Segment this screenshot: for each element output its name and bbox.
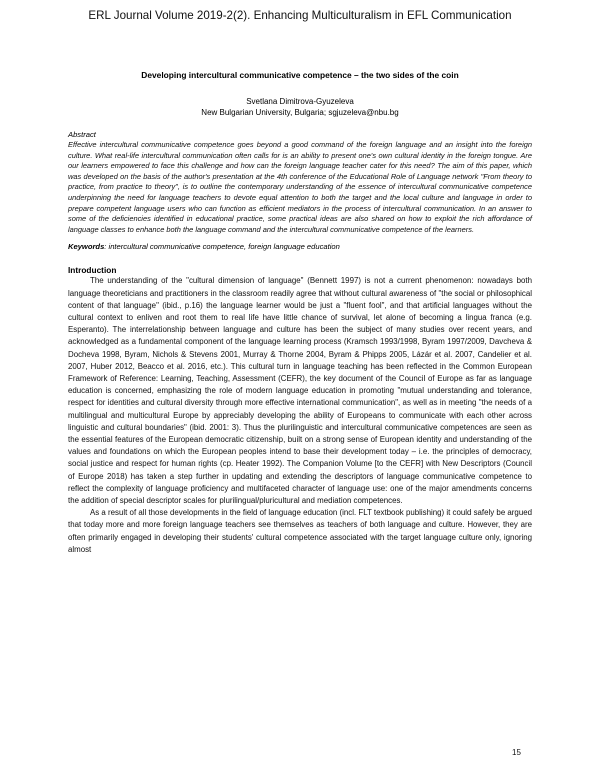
abstract-heading: Abstract bbox=[68, 130, 96, 139]
article-title: Developing intercultural communicative competence – the two sides of the coin bbox=[141, 70, 459, 80]
page-number: 15 bbox=[512, 748, 521, 757]
intro-paragraph-1: The understanding of the "cultural dimension of language" (Bennett 1997) is not a current phenomenon: nowadays both language theoreticians and practitioners in the classroom readily agree that without cultural awareness of "the social or philosophical content of that language" (ibid., p.16) the language learner would be just a "fluent fool", and that artificial languages without the cultural context to enliven and root them to real life have little chance of survival, let alone of becoming a lingua franca (e.g. Esperanto). The interrelationship between language and culture has been the subject of many studies over recent years, and acknowledged as a fundamental component of the language learning process (Kramsch 1993/1998, Byram 1997/2009, Davcheva & Docheva 1998, Byram, Nichols & Stevens 2001, Murray & Thorne 2004, Byram & Phipps 2005, Lázár et al. 2007, Candelier et al. 2007, Huber 2012, Beacco et al. 2016, etc.). This cultural turn in language teaching has been reflected in the Common European Framework of Reference: Learning, Teaching, Assessment (CEFR), the key document of the Council of Europe as far as language education is concerned, emphasizing the role of modern language education in promoting "mutual understanding and tolerance, respect for identities and cultural diversity through more effective international communication", as well as in meeting "the needs of a multilingual and multicultural Europe by appreciably developing the ability of Europeans to communicate with each other across linguistic and cultural boundaries" (ibid. 2001: 3). Thus the plurilinguistic and intercultural communicative competences are seen as the essential features of the European democratic citizenship, built on a strong sense of European identity and understanding of the values and foundations on which the European peoples intend to base their development today – i.e. the principles of democracy, social justice and respect for human rights (cp. Heater 1992). The Companion Volume [to the CEFR] with New Descriptors (Council of Europe 2018) has taken a step further in updating and extending the descriptors of language communicative competence to reflect the complexity of language proficiency and multifaceted character of language use: one of the major amendments concerns the addition of special descriptor scales for plurilingual/pluricultural and mediation competences. bbox=[68, 276, 532, 505]
author-affiliation: New Bulgarian University, Bulgaria; sgjuzeleva@nbu.bg bbox=[201, 108, 399, 117]
article-body bbox=[68, 70, 532, 556]
author-name: Svetlana Dimitrova-Gyuzeleva bbox=[246, 97, 354, 106]
abstract-text: Effective intercultural communicative competence goes beyond a good command of the foreign language and an insight into the foreign culture. What real-life intercultural communication often calls for is an ability to present one's own cultural identity in the foreign tongue. Are our learners empowered to face this challenge and how can the foreign language teacher cater for this need? The aim of this paper, which was developed on the basis of the author's presentation at the 4th conference of the Educational Role of Language network "From theory to practice, from practice to theory", is to outline the contemporary understanding of the essence of intercultural communicative competence underpinning the need for language teachers to devote equal attention to both the target and the local culture and language in order to prepare competent language users who can function as efficient mediators in the process of intercultural communication. In an answer to some of the deficiencies identified in educational practice, some practical ideas are also shared on how to exploit the rich affordance of language classes to enhance both the language command and the intercultural communicative competence of the learners. bbox=[68, 140, 532, 234]
keywords-text: : intercultural communicative competence, foreign language education bbox=[104, 242, 340, 252]
running-head: ERL Journal Volume 2019-2(2). Enhancing Multiculturalism in EFL Communication bbox=[88, 9, 512, 22]
intro-paragraph-2: As a result of all those developments in the field of language education (incl. FLT textbook publishing) it could safely be argued that today more and more foreign language teachers see themselves as teachers of both language and culture. However, they are often primarily engaged in developing their students' cultural competence associated with the target language culture only, ignoring almost bbox=[68, 508, 532, 554]
keywords-label: Keywords bbox=[68, 242, 105, 252]
keywords bbox=[68, 242, 532, 252]
introduction-heading: Introduction bbox=[68, 265, 117, 276]
